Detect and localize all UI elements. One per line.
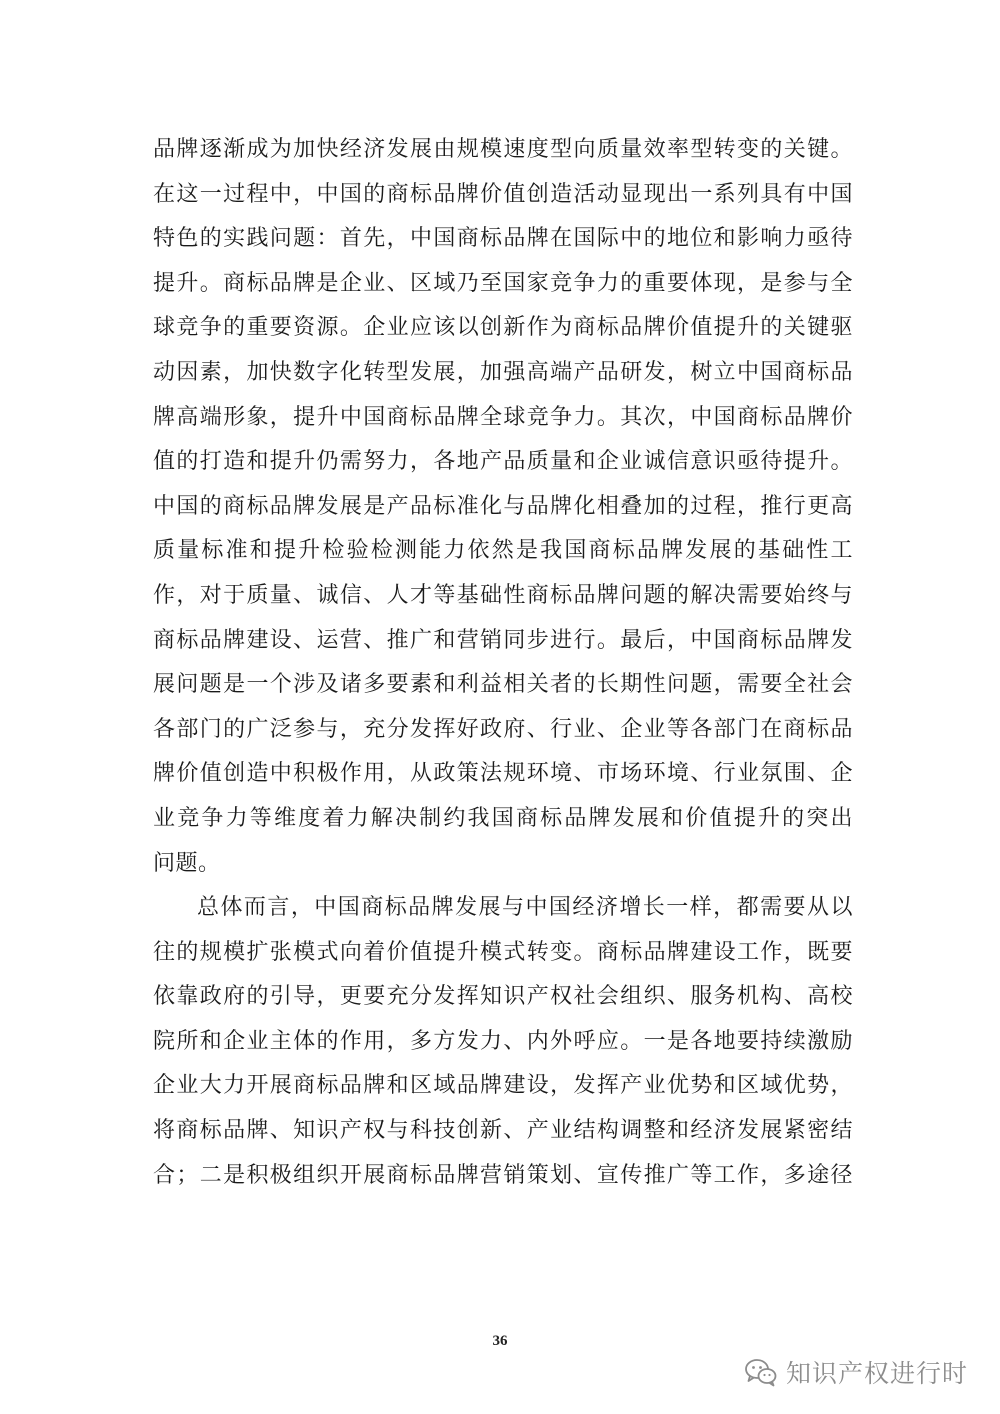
text-line: 企业大力开展商标品牌和区域品牌建设，发挥产业优势和区域优势， — [153, 1073, 853, 1099]
watermark — [744, 1354, 968, 1390]
page-number: 36 — [492, 1333, 508, 1349]
text-line: 品牌逐渐成为加快经济发展由规模速度型向质量效率型转变的关键。 — [153, 137, 853, 162]
text-line: 各部门的广泛参与，充分发挥好政府、行业、企业等各部门在商标品 — [153, 716, 853, 742]
text-line: 将商标品牌、知识产权与科技创新、产业结构调整和经济发展紧密结 — [153, 1118, 853, 1144]
wechat-icon — [744, 1357, 778, 1387]
text-line: 质量标准和提升检验检测能力依然是我国商标品牌发展的基础性工 — [153, 538, 853, 564]
text-line: 球竞争的重要资源。企业应该以创新作为商标品牌价值提升的关键驱 — [153, 315, 853, 341]
text-line: 商标品牌建设、运营、推广和营销同步进行。最后，中国商标品牌发 — [153, 627, 853, 653]
text-line: 依靠政府的引导，更要充分发挥知识产权社会组织、服务机构、高校 — [153, 984, 853, 1010]
text-line: 在这一过程中，中国的商标品牌价值创造活动显现出一系列具有中国 — [153, 181, 853, 207]
text-line: 总体而言，中国商标品牌发展与中国经济增长一样，都需要从以 — [197, 895, 853, 921]
text-line: 作，对于质量、诚信、人才等基础性商标品牌问题的解决需要始终与 — [153, 582, 853, 608]
text-line: 动因素，加快数字化转型发展，加强高端产品研发，树立中国商标品 — [153, 359, 853, 385]
text-line: 特色的实践问题：首先，中国商标品牌在国际中的地位和影响力亟待 — [153, 226, 853, 252]
text-line: 中国的商标品牌发展是产品标准化与品牌化相叠加的过程，推行更高 — [153, 493, 853, 519]
text-line: 牌高端形象，提升中国商标品牌全球竞争力。其次，中国商标品牌价 — [153, 404, 853, 430]
text-line: 往的规模扩张模式向着价值提升模式转变。商标品牌建设工作，既要 — [153, 939, 853, 965]
text-line: 值的打造和提升仍需努力，各地产品质量和企业诚信意识亟待提升。 — [153, 449, 853, 475]
body-text — [153, 128, 853, 1198]
text-line: 牌价值创造中积极作用，从政策法规环境、市场环境、行业氛围、企 — [153, 761, 853, 787]
text-line: 提升。商标品牌是企业、区域乃至国家竞争力的重要体现，是参与全 — [153, 270, 853, 296]
text-line: 展问题是一个涉及诸多要素和利益相关者的长期性问题，需要全社会 — [153, 672, 853, 698]
text-line: 合；二是积极组织开展商标品牌营销策划、宣传推广等工作，多途径 — [153, 1162, 853, 1188]
text-line: 问题。 — [153, 850, 221, 876]
text-line: 业竞争力等维度着力解决制约我国商标品牌发展和价值提升的突出 — [153, 805, 853, 831]
text-line: 院所和企业主体的作用，多方发力、内外呼应。一是各地要持续激励 — [153, 1028, 853, 1054]
watermark-text: 知识产权进行时 — [785, 1359, 968, 1388]
